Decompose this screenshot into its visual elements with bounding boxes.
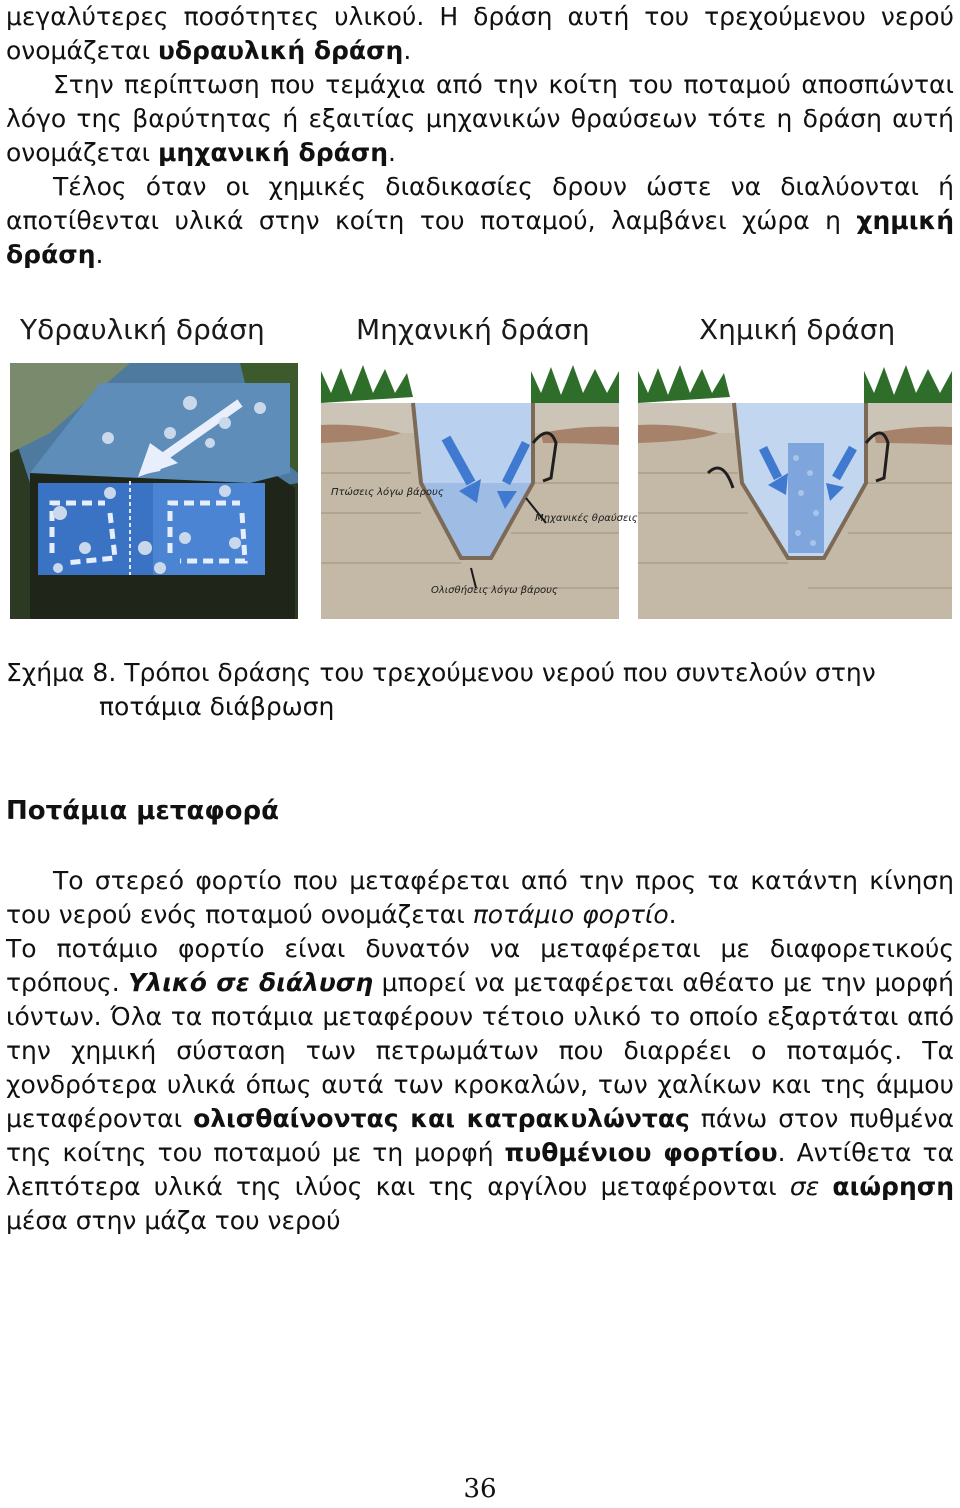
intro-paragraph-3 (6, 170, 954, 272)
paragraph-text: μπορεί να μεταφέρεται αθέατο με την μορφή ιόντων. Όλα τα ποτάμια μεταφέρουν τέτοιο υλικό το οποίο εξαρτάται από την χημική σύσταση των πετρωμάτων που διαρρέει ο ποταμός. Τα χονδρότερα υλικά όπως αυτά των κροκαλών, των χαλίκων και της άμμου μεταφέρονται (6, 968, 954, 1133)
page-number: 36 (463, 1474, 497, 1504)
caption-text: Τρόποι δράσης του τρεχούμενου νερού που συντελούν στην (124, 658, 876, 687)
caption-text-2: ποτάμια διάβρωση (99, 692, 335, 721)
caption-number: Σχήμα 8. (6, 658, 117, 687)
paragraph-text: . Αντίθετα τα λεπτότερα υλικά της ιλύος και της αργίλου μεταφέρονται (6, 1138, 954, 1201)
intro-paragraph-2 (6, 68, 954, 170)
punct: . (668, 900, 677, 929)
intro-text: μεγαλύτερες ποσότητες υλικού. Η δράση αυτή του τρεχούμενου νερού ονομάζεται (6, 2, 954, 65)
annotation-gravity-slides: Ολισθήσεις λόγω βάρους (431, 585, 558, 596)
intro-text-2: Στην περίπτωση που τεμάχια από την κοίτη του ποταμού αποσπώνται λόγο της βαρύτητας ή εξαιτίας μηχανικών θραύσεων τότε η δράση αυτή ονομάζεται (6, 70, 954, 167)
term-suspension: αιώρηση (832, 1172, 955, 1201)
term-chemical: χημική δράση (6, 206, 954, 269)
label-mechanical: Μηχανική δράση (356, 313, 590, 346)
term-dissolved-load: Υλικό σε διάλυση (128, 968, 374, 997)
annotation-gravity-falls: Πτώσεις λόγω βάρους (331, 487, 444, 498)
intro-text-3: Τέλος όταν οι χημικές διαδικασίες δρουν ώστε να διαλύονται ή αποτίθενται υλικά στην κοίτη του ποταμού, λαμβάνει χώρα η (6, 172, 954, 235)
paragraph-text: Το στερεό φορτίο που μεταφέρεται από την προς τα κατάντη κίνηση του νερού ενός ποταμού ονομάζεται (6, 866, 954, 929)
punct: . (403, 36, 412, 65)
term-sliding-rolling: ολισθαίνοντας και κατρακυλώντας (193, 1104, 690, 1133)
section-paragraph-2 (6, 932, 954, 1238)
chemical-action-image (638, 363, 952, 619)
section-paragraph-1 (6, 864, 954, 932)
hydraulic-action-image (10, 363, 298, 619)
label-chemical: Χημική δράση (699, 313, 896, 346)
punct: . (388, 138, 396, 167)
paragraph-text: μέσα στην μάζα του νερού (6, 1206, 341, 1235)
term-river-load: ποτάμιο φορτίο (472, 900, 669, 929)
figure-caption (6, 656, 954, 724)
term-bed-load: πυθμένιου φορτίου (504, 1138, 778, 1167)
label-hydraulic: Υδραυλική δράση (20, 313, 265, 346)
paragraph-text: Το ποτάμιο φορτίο είναι δυνατόν να μεταφέρεται με διαφορετικούς τρόπους. (6, 934, 954, 997)
term-mechanical: μηχανική δράση (158, 138, 389, 167)
term-in: σε (789, 1172, 820, 1201)
section-heading: Ποτάμια μεταφορά (6, 796, 279, 826)
intro-paragraph (6, 0, 954, 68)
space (819, 1172, 832, 1201)
mechanical-action-image (321, 363, 638, 619)
punct: . (95, 240, 104, 269)
paragraph-text: πάνω στον πυθμένα της κοίτης του ποταμού με τη μορφή (6, 1104, 955, 1167)
term-hydraulic: υδραυλική δράση (158, 36, 404, 65)
annotation-mechanical-fractures: Μηχανικές θραύσεις (535, 513, 638, 524)
